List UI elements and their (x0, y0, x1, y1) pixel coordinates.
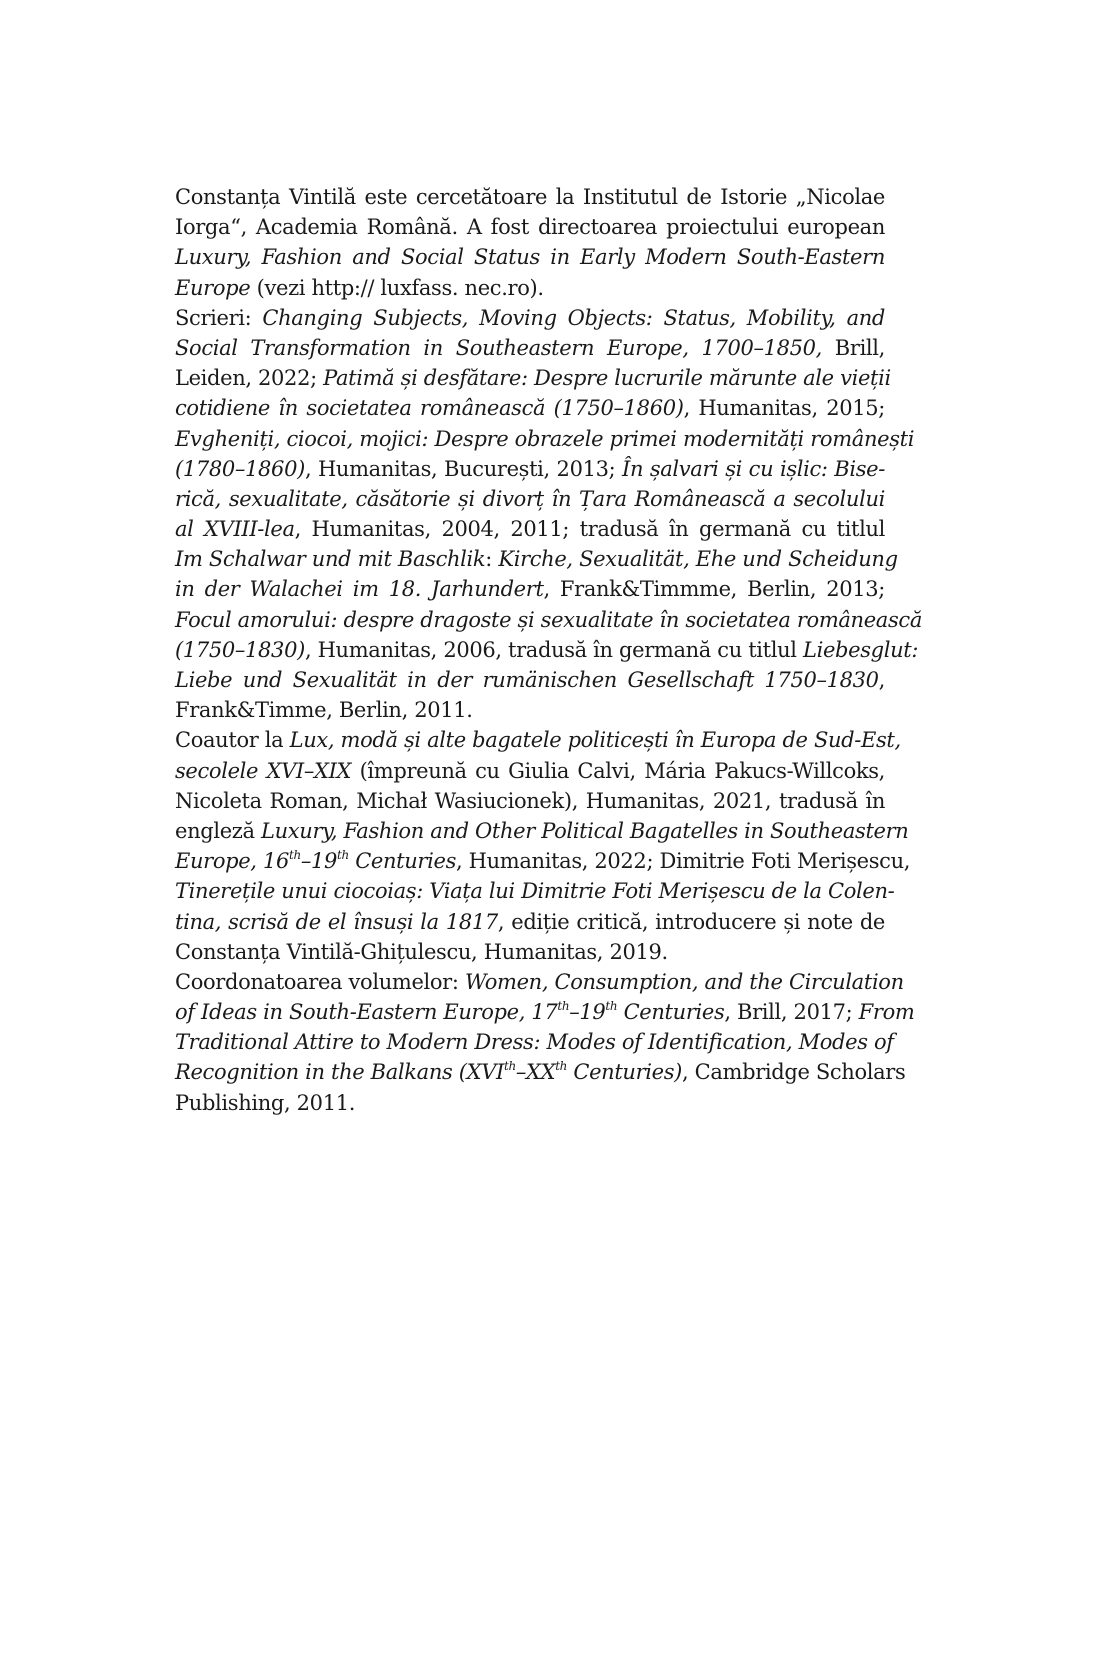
text-line (175, 937, 885, 967)
text-line (175, 665, 885, 695)
superscript: th (555, 1059, 568, 1074)
text-line (175, 1027, 894, 1057)
italic-title-text: –19 (569, 1000, 606, 1025)
superscript: th (288, 848, 301, 863)
text-line (175, 846, 911, 876)
italic-title-text: rică, sexualitate, căsătorie și divorț în Țara Românească a secolului (175, 486, 885, 511)
text-line (175, 484, 885, 514)
italic-title-text: al XVIII-lea (175, 517, 295, 542)
text-line (175, 363, 891, 393)
text-line (175, 816, 909, 846)
text-line (175, 695, 885, 725)
superscript: th (337, 848, 349, 863)
italic-title-text: Women, Consumption, and the Circulation (464, 969, 904, 994)
body-text: Constanța Vintilă este cercetătoare la Institutul de Istorie „Nicolae (175, 185, 885, 209)
italic-title-text: Evgheniți, ciocoi, mojici: Despre obrazele primei modernități românești (175, 426, 915, 451)
text-line (175, 333, 885, 363)
body-text: , Cambridge Scholars (682, 1060, 906, 1085)
italic-title-text: in der Walachei im 18. Jarhundert (175, 577, 544, 602)
body-text: , Brill, 2017; (724, 1000, 859, 1025)
body-text: (împreună cu Giulia Calvi, Mária Pakucs-Willcoks, (351, 758, 885, 783)
paragraph-coauthor (175, 725, 911, 967)
superscript: th (503, 1059, 516, 1074)
text-line (175, 212, 885, 242)
text-line (175, 725, 901, 755)
paragraph-edited-volumes (175, 967, 915, 1118)
italic-title-text: Tinerețile unui ciocoiaș: Viața lui Dimitrie Foti Merișescu de la Colen- (175, 879, 895, 904)
text-line (175, 907, 885, 937)
body-text: (vezi http:// luxfass. nec.ro). (250, 275, 544, 300)
italic-title-text: Im Schalwar und mit Baschlik (175, 547, 486, 572)
text-line (175, 635, 919, 665)
text-line (175, 424, 915, 454)
italic-title-text: (1750–1830) (175, 637, 305, 662)
italic-title-text: Luxury, Fashion and Social Status in Early Modern South-Eastern (175, 245, 885, 270)
italic-title-text: Centuries) (567, 1060, 683, 1085)
text-line (175, 393, 885, 423)
body-text: Brill, (822, 335, 885, 360)
body-text: , Humanitas, București, 2013; (304, 456, 623, 481)
italic-title-text: (1780–1860) (175, 456, 305, 481)
text-line (175, 514, 885, 544)
text-line (175, 1088, 885, 1118)
body-text: Publishing, 2011. (175, 1090, 356, 1115)
paragraph-writings (175, 303, 922, 726)
italic-title-text: From (858, 1000, 915, 1025)
text-line (175, 454, 885, 484)
italic-title-text: Centuries (617, 1000, 725, 1025)
superscript: th (557, 999, 570, 1014)
italic-title-text: Traditional Attire to Modern Dress: Modes of Identification, Modes of (175, 1030, 894, 1055)
italic-title-text: –XX (515, 1060, 556, 1085)
text-line (175, 303, 885, 333)
body-text: Frank&Timme, Berlin, 2011. (175, 698, 473, 723)
body-text: , Humanitas, 2015; (683, 396, 885, 421)
body-text: , (878, 668, 885, 692)
body-text: Coautor la (175, 728, 290, 753)
body-text: engleză (175, 818, 261, 843)
body-text: Coordonatoarea volumelor: (175, 969, 465, 994)
italic-title-text: tina, scrisă de el însuși la 1817 (175, 909, 498, 934)
text-line (175, 1057, 906, 1087)
italic-title-text: Liebesglut: (803, 637, 919, 662)
superscript: th (605, 999, 618, 1014)
italic-title-text: Liebe und Sexualität in der rumänischen Gesellschaft 1750–1830 (175, 668, 879, 692)
body-text: Leiden, 2022; (175, 366, 324, 391)
italic-title-text: Luxury, Fashion and Other Political Bagatelles in Southeastern (261, 818, 909, 843)
italic-title-text: cotidiene în societatea românească (1750–1860) (175, 396, 684, 421)
italic-title-text: Social Transformation in Southeastern Europe, 1700–1850, (175, 335, 822, 360)
italic-title-text: Focul amorului: despre dragoste și sexualitate în societatea românească (175, 607, 922, 632)
text-line (175, 997, 915, 1027)
text-line (175, 544, 898, 574)
body-text: , Frank&Timmme, Berlin, 2013; (543, 577, 885, 602)
body-text: , Humanitas, 2004, 2011; tradusă în germană cu titlul (294, 517, 885, 542)
text-line (175, 574, 885, 604)
italic-title-text: secolele XVI–XIX (175, 758, 352, 783)
italic-title-text: Kirche, Sexualität, Ehe und Scheidung (498, 547, 898, 572)
body-text: : (485, 547, 499, 572)
text-line (175, 273, 885, 303)
body-text: Constanța Vintilă-Ghițulescu, Humanitas, 2019. (175, 939, 668, 964)
italic-title-text: Europe (175, 275, 251, 300)
italic-title-text: Centuries (348, 849, 456, 874)
text-line (175, 756, 885, 786)
italic-title-text: Patimă și desfătare: Despre lucrurile mărunte ale vieții (323, 366, 891, 391)
body-text: , Humanitas, 2022; Dimitrie Foti Merișescu, (456, 849, 911, 874)
body-text: , ediție critică, introducere și note de (497, 909, 885, 934)
italic-title-text: of Ideas in South-Eastern Europe, 17 (175, 1000, 558, 1025)
body-text: , Humanitas, 2006, tradusă în germană cu titlul (304, 637, 803, 662)
body-text: Nicoleta Roman, Michał Wasiucionek), Humanitas, 2021, tradusă în (175, 788, 885, 813)
italic-title-text: Europe, 16 (175, 849, 289, 874)
text-line (175, 876, 895, 906)
text-line (175, 605, 922, 635)
paragraph-author-affiliation (175, 182, 885, 303)
body-text: Iorga“, Academia Română. A fost directoarea proiectului european (175, 215, 885, 240)
italic-title-text: Lux, modă și alte bagatele politicești în Europa de Sud-Est, (289, 728, 901, 753)
italic-title-text: În șalvari și cu ișlic: Bise- (622, 456, 885, 481)
text-line (175, 242, 885, 272)
body-text: Scrieri: (175, 305, 263, 330)
author-bio-page (175, 182, 922, 1118)
text-line (175, 182, 885, 212)
italic-title-text: Changing Subjects, Moving Objects: Status, Mobility, and (262, 305, 886, 330)
text-line (175, 967, 904, 997)
italic-title-text: Recognition in the Balkans (XVI (175, 1060, 504, 1085)
italic-title-text: –19 (300, 849, 338, 874)
text-line (175, 786, 885, 816)
